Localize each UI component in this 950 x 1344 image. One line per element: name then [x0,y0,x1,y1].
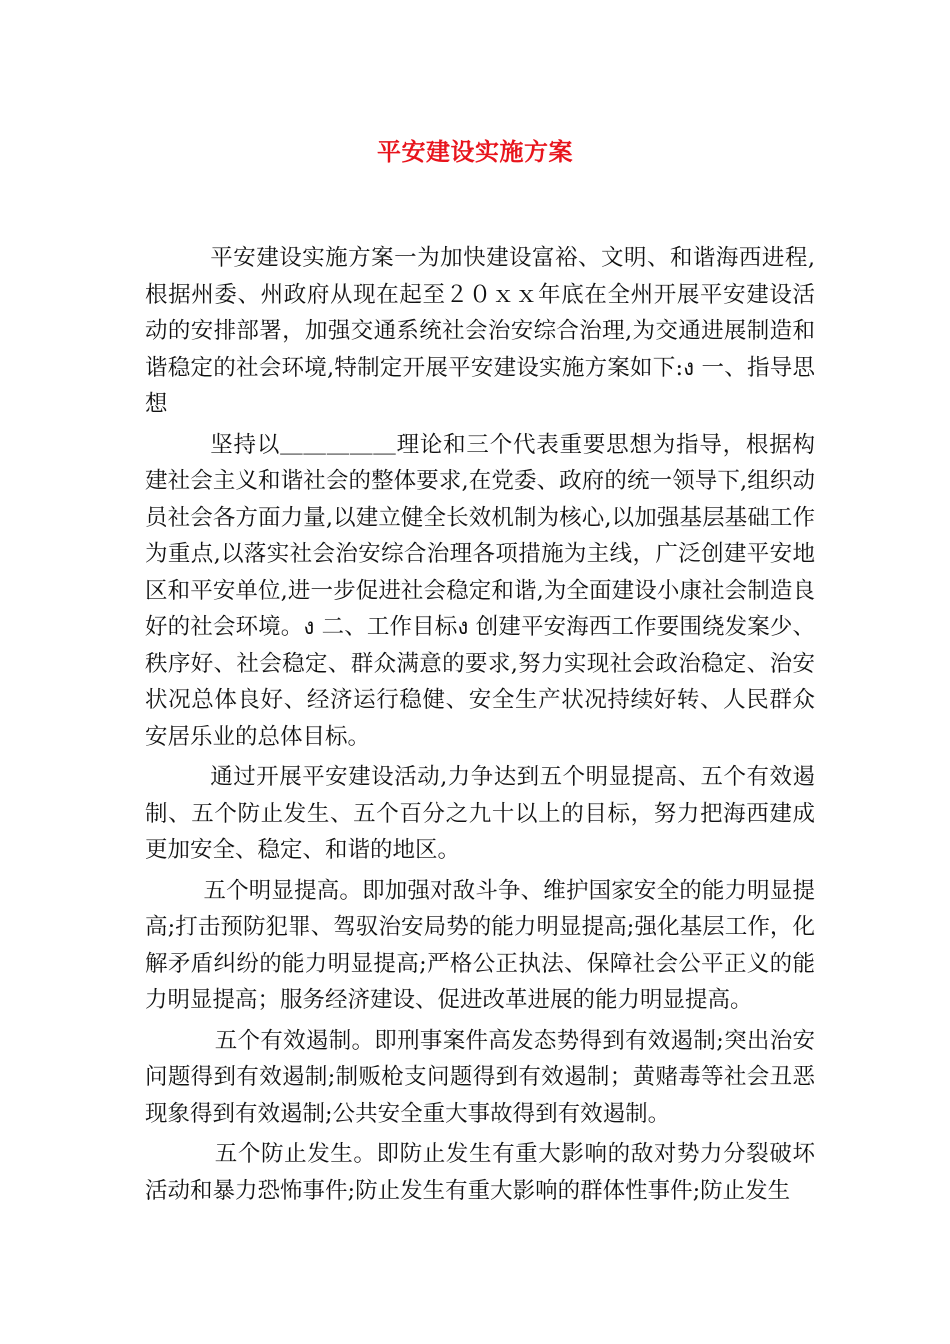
paragraph-five-improvements: 五个明显提高。即加强对敌斗争、维护国家安全的能力明显提高;打击预防犯罪、驾驭治安局势的能力明显提高;强化基层工作，化解矛盾纠纷的能力明显提高;严格公正执法、保障社会公平正义的能力明显提高；服务经济建设、促进改革进展的能力明显提高。 [145,877,815,1013]
paragraph-activity-goals: 通过开展平安建设活动,力争达到五个明显提高、五个有效遏制、五个防止发生、五个百分之九十以上的目标，努力把海西建成更加安全、稳定、和谐的地区。 [145,764,815,863]
page-title: 平安建设实施方案 [377,137,573,166]
paragraph-five-curbs: 五个有效遏制。即刑事案件高发态势得到有效遏制;突出治安问题得到有效遏制;制贩枪支问题得到有效遏制；黄赌毒等社会丑恶现象得到有效遏制;公共安全重大事故得到有效遏制。 [145,1027,815,1127]
paragraph-five-preventions: 五个防止发生。即防止发生有重大影响的敌对势力分裂破坏活动和暴力恐怖事件;防止发生有重大影响的群体性事件;防止发生 [145,1141,815,1204]
paragraph-guiding-principle: 坚持以＿＿＿＿＿理论和三个代表重要思想为指导，根据构建社会主义和谐社会的整体要求,在党委、政府的统一领导下,组织动员社会各方面力量,以建立健全长效机制为核心,以加强基层基础工作为重点,以落实社会治安综合治理各项措施为主线，广泛创建平安地区和平安单位,进一步促进社会稳定和谐,为全面建设小康社会制造良好的社会环境。ง 二、工作目标ง 创建平安海西工作要围绕发案少、秩序好、社会稳定、群众满意的要求,努力实现社会政治稳定、治安状况总体良好、经济运行稳健、安全生产状况持续好转、人民群众安居乐业的总体目标。 [145,431,815,750]
paragraph-intro: 平安建设实施方案一为加快建设富裕、文明、和谐海西进程,根据州委、州政府从现在起至２０ｘｘ年底在全州开展平安建设活动的安排部署，加强交通系统社会治安综合治理,为交通进展制造和谐稳定的社会环境,特制定开展平安建设实施方案如下:ง 一、指导思想 [145,245,815,417]
document-body [145,240,815,1213]
